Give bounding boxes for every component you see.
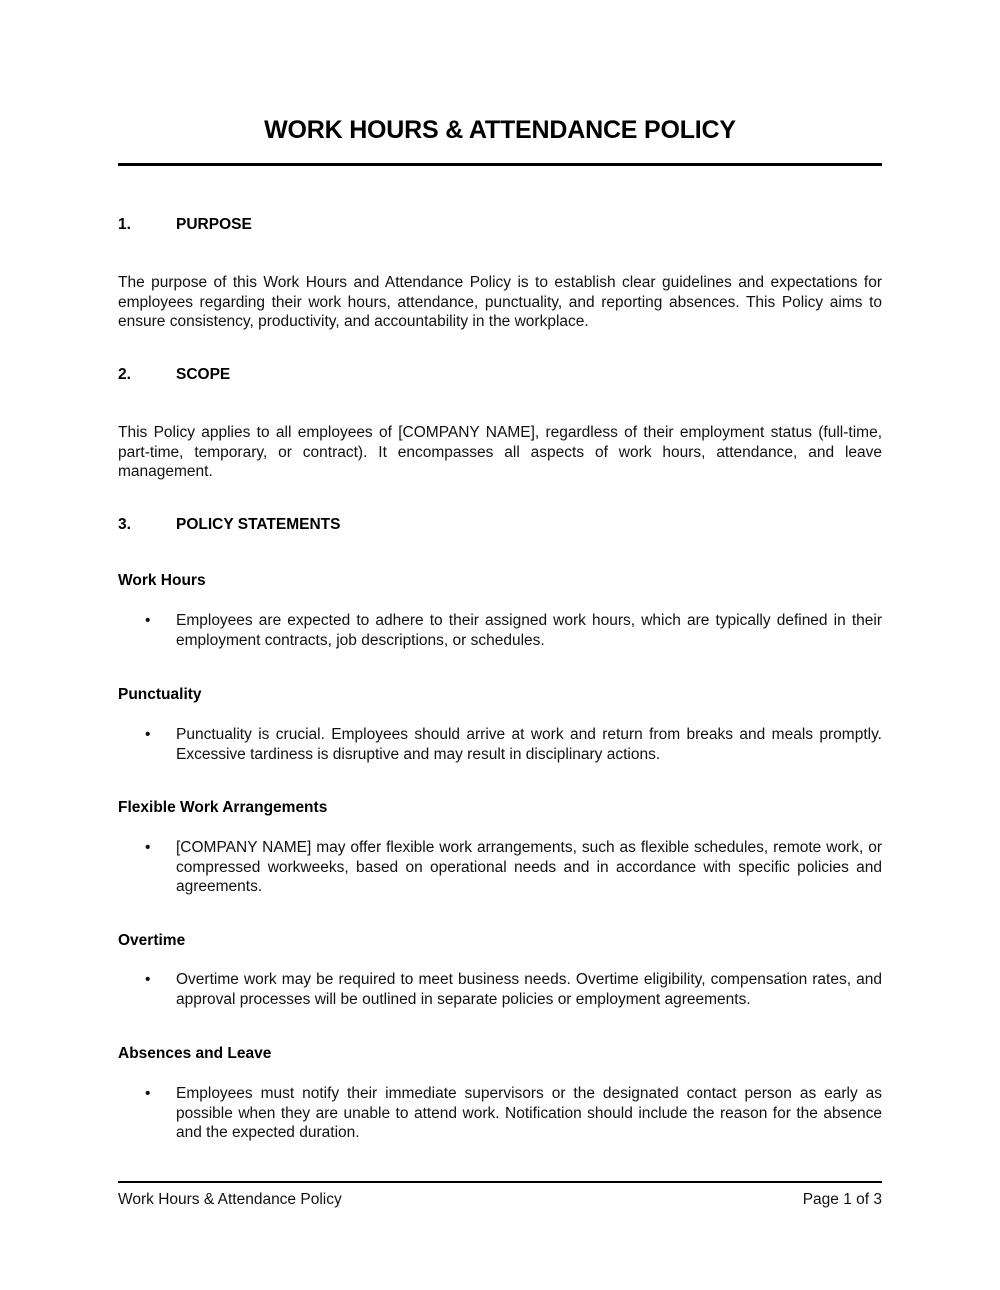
subheading-punctuality: Punctuality <box>118 686 202 703</box>
section-title: POLICY STATEMENTS <box>176 516 341 533</box>
bullet-text: Punctuality is crucial. Employees should arrive at work and return from breaks and meals promptly. Excessive tardiness is disruptive and may result in disciplinary actions. <box>176 726 882 763</box>
bullet-text: Employees must notify their immediate supervisors or the designated contact person as early as possible when they are unable to attend work. Notification should include the reason for the absence and the expected duration. <box>176 1085 882 1141</box>
subheading-overtime: Overtime <box>118 932 186 949</box>
title-divider <box>118 163 882 166</box>
page-footer <box>118 1191 882 1209</box>
footer-divider <box>118 1181 882 1183</box>
subheading-flexible-work: Flexible Work Arrangements <box>118 799 328 816</box>
list-item <box>118 970 882 1009</box>
bullet-icon: • <box>145 726 151 743</box>
section-number: 3. <box>118 516 131 533</box>
bullet-icon: • <box>145 1085 151 1102</box>
bullet-text: Employees are expected to adhere to their assigned work hours, which are typically defined in their employment contracts, job descriptions, or schedules. <box>176 612 882 649</box>
scope-paragraph: This Policy applies to all employees of [COMPANY NAME], regardless of their employment status (full-time, part-time, temporary, or contract). It encompasses all aspects of work hours, attendance, and leave management. <box>118 424 882 480</box>
document-title: WORK HOURS & ATTENDANCE POLICY <box>264 116 736 144</box>
section-number: 2. <box>118 366 131 383</box>
footer-document-name: Work Hours & Attendance Policy <box>118 1191 342 1208</box>
list-item <box>118 611 882 650</box>
subheading-absences-leave: Absences and Leave <box>118 1045 272 1062</box>
bullet-icon: • <box>145 839 151 856</box>
list-item <box>118 725 882 764</box>
list-item <box>118 838 882 897</box>
bullet-icon: • <box>145 971 151 988</box>
purpose-paragraph: The purpose of this Work Hours and Attendance Policy is to establish clear guidelines and expectations for employees regarding their work hours, attendance, punctuality, and reporting absences. This Policy aims to ensure consistency, productivity, and accountability in the workplace. <box>118 274 882 330</box>
subheading-work-hours: Work Hours <box>118 572 206 589</box>
section-title: SCOPE <box>176 366 231 383</box>
bullet-icon: • <box>145 612 151 629</box>
bullet-text: Overtime work may be required to meet business needs. Overtime eligibility, compensation rates, and approval processes will be outlined in separate policies or employment agreements. <box>176 971 882 1008</box>
page-number: Page 1 of 3 <box>802 1191 882 1208</box>
list-item <box>118 1084 882 1143</box>
bullet-text: [COMPANY NAME] may offer flexible work arrangements, such as flexible schedules, remote work, or compressed workweeks, based on operational needs and in accordance with specific policies and agreements. <box>176 839 882 895</box>
section-heading-purpose <box>118 216 252 234</box>
document-page <box>118 0 882 1290</box>
section-title: PURPOSE <box>176 216 252 233</box>
section-number: 1. <box>118 216 131 233</box>
section-heading-scope <box>118 366 230 384</box>
section-heading-policy-statements <box>118 516 340 534</box>
